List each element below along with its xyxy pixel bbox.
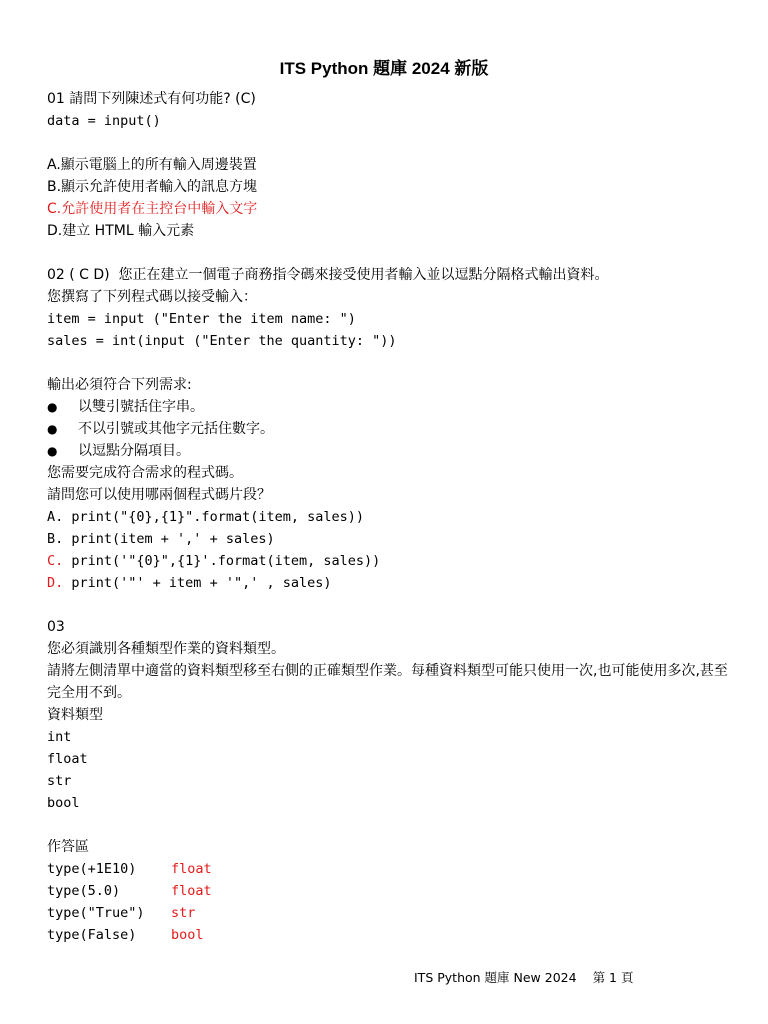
answer-expr: type(False) [47, 927, 137, 943]
q02-option-d [47, 572, 737, 594]
page-title: ITS Python 題庫 2024 新版 [279, 59, 489, 78]
q01-option-b: B.顯示允許使用者輸入的訊息方塊 [47, 179, 258, 195]
q03-type-item: float [47, 751, 88, 767]
q02-question: 02 ( C D) 您正在建立一個電子商務指令碼來接受使用者輸入並以逗點分隔格式輸出資料。 [47, 267, 609, 283]
q03-instruction1: 您必須識別各種類型作業的資料類型。 [47, 641, 285, 657]
q03-types-title: 資料類型 [47, 707, 103, 723]
q03-type-item: str [47, 773, 72, 789]
q01-option-d: D.建立 HTML 輸入元素 [47, 223, 195, 239]
q03-instruction2: 請將左側清單中適當的資料類型移至右側的正確類型作業。每種資料類型可能只使用一次,也可能使用多次,甚至完全用不到。 [47, 663, 728, 701]
q03-type-item: int [47, 729, 72, 745]
option-letter: D. [47, 575, 64, 591]
answer-expr: type(5.0) [47, 883, 121, 899]
q01-code: data = input() [47, 113, 161, 129]
footer-page-number: 第 1 頁 [592, 970, 634, 985]
q02-requirement: ● 以雙引號括住字串。 [47, 396, 737, 418]
option-letter: B. [47, 531, 64, 547]
q03-type-item: bool [47, 795, 80, 811]
answer-expr: type("True") [47, 905, 145, 921]
answer-value: float [171, 861, 212, 877]
footer-label: ITS Python 題庫 New 2024 [414, 970, 577, 985]
option-code: print(item + ',' + sales) [63, 531, 275, 547]
q02-intro: 您撰寫了下列程式碼以接受輸入： [47, 289, 257, 305]
q02-requirement: ● 以逗點分隔項目。 [47, 440, 737, 462]
q03-answer-row [47, 924, 737, 946]
q03-answer-row [47, 902, 737, 924]
option-code: print('"' + item + '",' , sales) [63, 575, 332, 591]
answer-value: str [171, 905, 196, 921]
document-body [47, 88, 737, 946]
answer-expr: type(+1E10) [47, 861, 137, 877]
option-letter: A. [47, 509, 64, 525]
page-footer [414, 968, 649, 986]
option-letter: C. [47, 553, 64, 569]
q03-answer-title: 作答區 [47, 839, 89, 855]
q03-answer-row [47, 880, 737, 902]
q02-requirements-title: 輸出必須符合下列需求: [47, 377, 192, 393]
answer-value: bool [171, 927, 204, 943]
q02-code-line: item = input ("Enter the item name: ") [47, 311, 356, 327]
q02-option-c [47, 550, 737, 572]
q02-code-line: sales = int(input ("Enter the quantity: ")) [47, 333, 397, 349]
q02-requirement: ● 不以引號或其他字元括住數字。 [47, 418, 737, 440]
q03-number: 03 [47, 619, 65, 635]
q01-option-a: A.顯示電腦上的所有輸入周邊裝置 [47, 157, 257, 173]
q01-option-c: C.允許使用者在主控台中輸入文字 [47, 201, 258, 217]
q02-option-a [47, 506, 737, 528]
q02-need: 您需要完成符合需求的程式碼。 [47, 465, 243, 481]
q01-question: 01 請問下列陳述式有何功能? (C) [47, 91, 256, 107]
answer-value: float [171, 883, 212, 899]
option-code: print('"{0}",{1}'.format(item, sales)) [63, 553, 381, 569]
q03-answer-row [47, 858, 737, 880]
q02-ask: 請問您可以使用哪兩個程式碼片段？ [47, 487, 271, 503]
option-code: print("{0},{1}".format(item, sales)) [63, 509, 364, 525]
q02-option-b [47, 528, 737, 550]
